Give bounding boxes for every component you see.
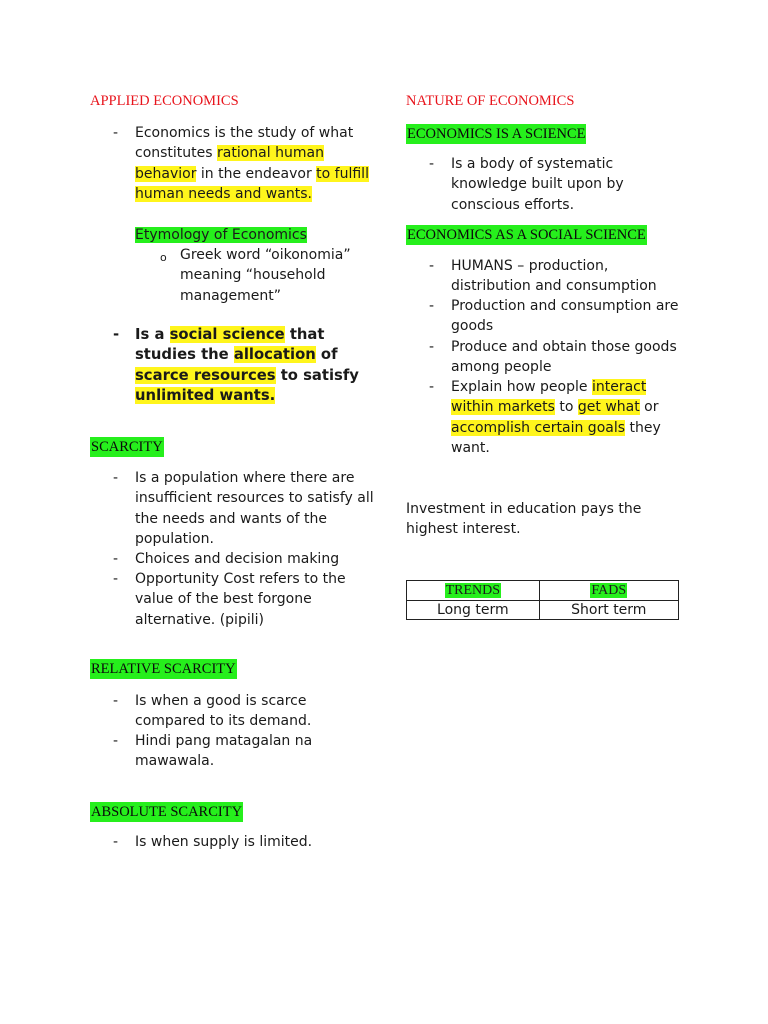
- social-science-heading: ECONOMICS AS A SOCIAL SCIENCE: [407, 227, 646, 243]
- list-item: - Is a body of systematic knowledge built upon by conscious efforts.: [429, 156, 624, 213]
- list-item: - Opportunity Cost refers to the value of the best forgone alternative. (pipili): [113, 571, 346, 628]
- table-cell: Long term: [407, 601, 540, 620]
- trends-fads-table: [406, 580, 679, 620]
- list-item: - Hindi pang matagalan na mawawala.: [113, 733, 313, 770]
- nature-of-economics-title: NATURE OF ECONOMICS: [406, 93, 575, 109]
- relative-scarcity-heading: RELATIVE SCARCITY: [91, 661, 236, 677]
- scarcity-heading: SCARCITY: [91, 439, 163, 455]
- table-cell: Short term: [539, 601, 678, 620]
- list-item: - Is when supply is limited.: [113, 834, 313, 850]
- social-science-definition: - Is a social science that studies the allocation of scarce resources to satisfy unlimited wants.: [113, 326, 359, 404]
- list-item: - Choices and decision making: [113, 551, 340, 567]
- table-header-row: [407, 581, 679, 601]
- investment-quote: Investment in education pays the highest interest.: [406, 501, 642, 538]
- table-header-cell: FADS: [539, 581, 678, 601]
- table-header-cell: TRENDS: [407, 581, 540, 601]
- list-item: - Produce and obtain those goods among people: [429, 339, 677, 376]
- etymology-heading: Etymology of Economics: [135, 227, 307, 243]
- list-item: - Is a population where there are insufficient resources to satisfy all the needs and wants of the population.: [113, 470, 374, 547]
- applied-economics-title: APPLIED ECONOMICS: [90, 93, 239, 109]
- list-item: - Is when a good is scarce compared to its demand.: [113, 693, 312, 730]
- list-item: - Production and consumption are goods: [429, 298, 679, 335]
- table-row: [407, 601, 679, 620]
- etymology-text: o Greek word “oikonomia” meaning “household management”: [160, 247, 351, 304]
- economics-definition: - Economics is the study of what constitutes rational human behavior in the endeavor to fulfill human needs and wants.: [113, 125, 369, 202]
- list-item: - Explain how people interact within markets to get what or accomplish certain goals they want.: [429, 379, 661, 456]
- absolute-scarcity-heading: ABSOLUTE SCARCITY: [91, 804, 243, 820]
- list-item: - HUMANS – production, distribution and consumption: [429, 258, 657, 295]
- economics-science-heading: ECONOMICS IS A SCIENCE: [407, 126, 586, 142]
